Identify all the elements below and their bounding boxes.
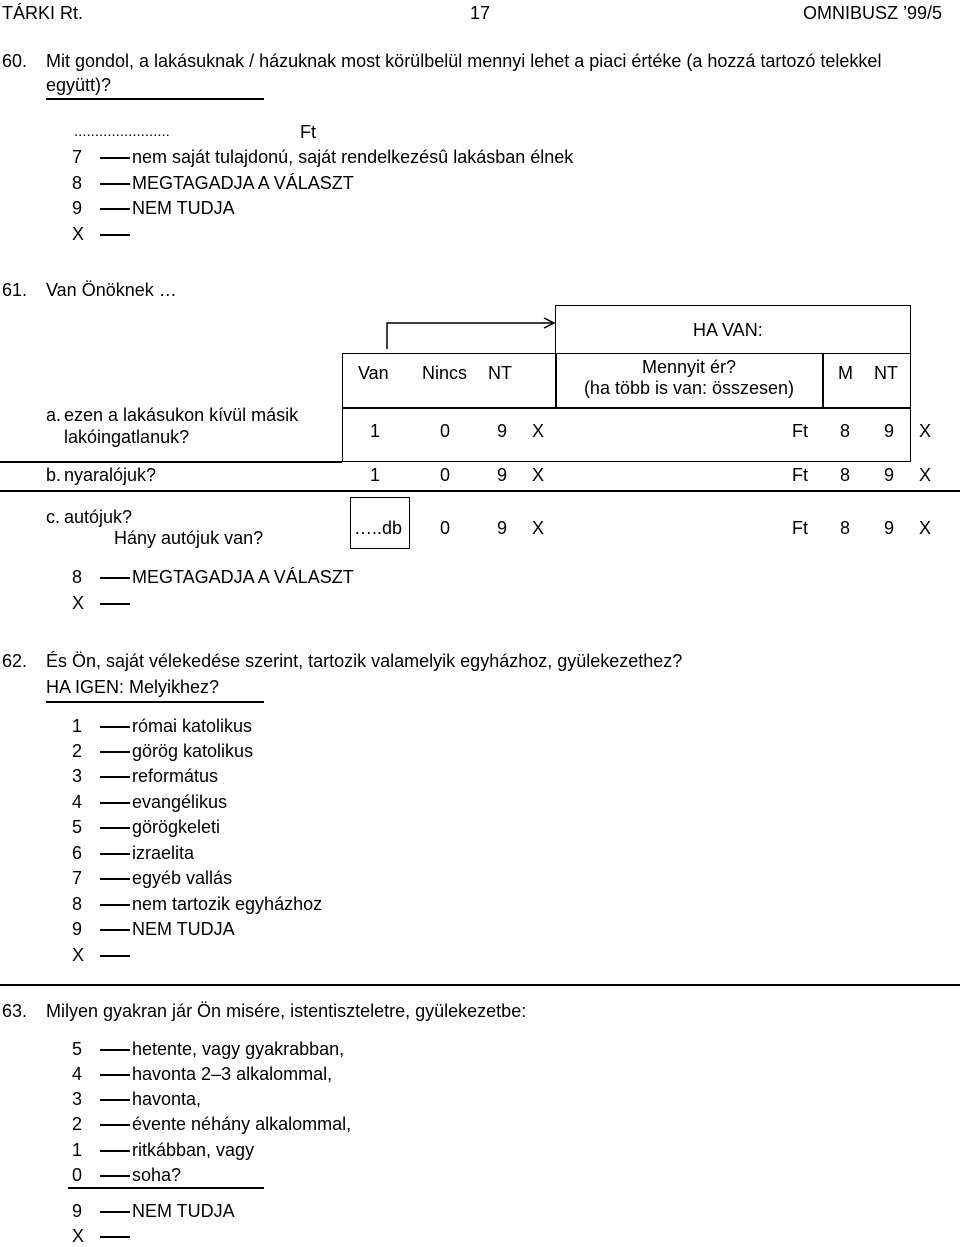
row-nt[interactable]: 9 xyxy=(497,421,508,441)
row-x[interactable]: X xyxy=(532,518,545,538)
row-x[interactable]: X xyxy=(532,465,545,485)
row-label: nyaralójuk? xyxy=(64,465,157,485)
col-nincs: Nincs xyxy=(422,363,468,383)
divider xyxy=(0,461,342,463)
q63-number: 63. xyxy=(2,1001,28,1021)
q60-option-code: 8 xyxy=(72,173,83,193)
dash xyxy=(100,1150,130,1152)
divider xyxy=(342,407,911,409)
col-m: M xyxy=(838,363,853,383)
divider xyxy=(0,490,960,492)
q63-option-label[interactable]: hetente, vagy gyakrabban, xyxy=(132,1039,345,1059)
col-mennyit: Mennyit ér? xyxy=(641,357,737,377)
q62-sub-bold: HA IGEN xyxy=(46,677,120,697)
dash xyxy=(100,603,130,605)
q62-sub-rest: : Melyikhez? xyxy=(119,677,220,697)
q60-text-line1: Mit gondol, a lakásuknak / házuknak most körülbelül mennyi lehet a piaci értéke (a hozzá tartozó telekkel xyxy=(46,51,882,71)
row-ft: Ft xyxy=(792,421,808,441)
row-letter: a. xyxy=(46,405,62,425)
dash xyxy=(100,183,130,185)
col-nt: NT xyxy=(488,363,512,383)
row-x[interactable]: X xyxy=(532,421,545,441)
q62-option-label[interactable]: egyéb vallás xyxy=(132,868,233,888)
q62-underline xyxy=(46,701,264,703)
col-nt2: NT xyxy=(874,363,898,383)
q62-option-code: 7 xyxy=(72,868,83,888)
q60-option-code: 9 xyxy=(72,198,83,218)
q62-option-label[interactable]: evangélikus xyxy=(132,792,228,812)
dash xyxy=(100,1211,130,1213)
row-m[interactable]: 8 xyxy=(840,518,851,538)
q62-sub xyxy=(46,676,219,698)
q62-option-label[interactable]: görögkeleti xyxy=(132,817,221,837)
q60-option-label[interactable]: MEGTAGADJA A VÁLASZT xyxy=(132,173,354,193)
dash xyxy=(100,234,130,236)
divider xyxy=(0,984,960,986)
col-van: Van xyxy=(358,363,389,383)
q63-option-code: 0 xyxy=(72,1165,83,1185)
row-letter: b. xyxy=(46,465,62,485)
dash xyxy=(100,751,130,753)
dash xyxy=(100,1099,130,1101)
dash xyxy=(100,1074,130,1076)
row-x2[interactable]: X xyxy=(919,421,932,441)
dash xyxy=(100,157,130,159)
q60-answer-field[interactable]: ....................... xyxy=(74,123,170,140)
row-nt2[interactable]: 9 xyxy=(884,465,895,485)
q63-text: Milyen gyakran jár Ön misére, istentiszteletre, gyülekezetbe: xyxy=(46,1001,527,1021)
dash xyxy=(100,802,130,804)
q60-option-label[interactable]: nem saját tulajdonú, saját rendelkezésû lakásban élnek xyxy=(132,147,574,167)
q62-text: És Ön, saját vélekedése szerint, tartozik valamelyik egyházhoz, gyülekezethez? xyxy=(46,651,683,671)
q62-option-code: 5 xyxy=(72,817,83,837)
dash xyxy=(100,776,130,778)
dash xyxy=(100,904,130,906)
dash xyxy=(100,1124,130,1126)
q63-underline xyxy=(68,1187,264,1189)
dash xyxy=(100,929,130,931)
row-ft: Ft xyxy=(792,465,808,485)
q62-option-code: 1 xyxy=(72,716,83,736)
dash xyxy=(100,853,130,855)
q62-option-code: 4 xyxy=(72,792,83,812)
q60-option-code: X xyxy=(72,224,85,244)
row-x2[interactable]: X xyxy=(919,518,932,538)
ha-van-label: HA VAN: xyxy=(693,320,763,340)
q62-option-label[interactable]: nem tartozik egyházhoz xyxy=(132,894,323,914)
q62-option-label[interactable]: görög katolikus xyxy=(132,741,254,761)
q63-option-code: 3 xyxy=(72,1089,83,1109)
q62-option-label[interactable]: izraelita xyxy=(132,843,195,863)
q60-text-line2: együtt)? xyxy=(46,75,112,95)
row-van[interactable]: 1 xyxy=(370,421,381,441)
q61-option-code: X xyxy=(72,593,85,613)
header-left: TÁRKI Rt. xyxy=(2,3,84,23)
dash xyxy=(100,878,130,880)
row-nincs[interactable]: 0 xyxy=(440,421,451,441)
row-nt2[interactable]: 9 xyxy=(884,518,895,538)
row-van[interactable]: 1 xyxy=(370,465,381,485)
q63-option-label[interactable]: havonta, xyxy=(132,1089,202,1109)
row-m[interactable]: 8 xyxy=(840,421,851,441)
row-label: autójuk? xyxy=(64,507,133,527)
arrow-icon xyxy=(380,312,560,352)
q62-option-label[interactable]: NEM TUDJA xyxy=(132,919,235,939)
dash xyxy=(100,208,130,210)
q60-option-label[interactable]: NEM TUDJA xyxy=(132,198,235,218)
q62-option-label[interactable]: római katolikus xyxy=(132,716,253,736)
q61-text: Van Önöknek … xyxy=(46,280,177,300)
page-number: 17 xyxy=(470,3,491,23)
row-nt[interactable]: 9 xyxy=(497,465,508,485)
col-mennyit-sub: (ha több is van: összesen) xyxy=(583,378,795,398)
row-label: Hány autójuk van? xyxy=(114,528,264,548)
q62-option-code: 2 xyxy=(72,741,83,761)
q63-option-code: 2 xyxy=(72,1114,83,1134)
q60-answer-unit: Ft xyxy=(300,122,316,142)
q63-option-code: 4 xyxy=(72,1064,83,1084)
dash xyxy=(100,955,130,957)
q62-option-code: 3 xyxy=(72,766,83,786)
q62-number: 62. xyxy=(2,651,28,671)
q62-option-code: 9 xyxy=(72,919,83,939)
q63-option-label[interactable]: évente néhány alkalommal, xyxy=(132,1114,352,1134)
q61-option-code: 8 xyxy=(72,567,83,587)
row-ft: Ft xyxy=(792,518,808,538)
q60-underline xyxy=(46,98,264,100)
row-letter: c. xyxy=(46,507,61,527)
q63-option-code: X xyxy=(72,1226,85,1246)
dash xyxy=(100,726,130,728)
dash xyxy=(100,1175,130,1177)
dash xyxy=(100,577,130,579)
row-van[interactable]: …..db xyxy=(354,518,403,538)
q62-option-code: 8 xyxy=(72,894,83,914)
q63-option-code: 5 xyxy=(72,1039,83,1059)
dash xyxy=(100,827,130,829)
row-label: lakóingatlanuk? xyxy=(64,427,190,447)
q60-number: 60. xyxy=(2,51,28,71)
row-label: ezen a lakásukon kívül másik xyxy=(64,405,299,425)
q63-option-code: 9 xyxy=(72,1201,83,1221)
q62-option-code: X xyxy=(72,945,85,965)
q63-option-label[interactable]: ritkábban, vagy xyxy=(132,1140,255,1160)
q62-option-label[interactable]: református xyxy=(132,766,219,786)
row-x2[interactable]: X xyxy=(919,465,932,485)
row-nincs[interactable]: 0 xyxy=(440,518,451,538)
q63-option-label[interactable]: NEM TUDJA xyxy=(132,1201,235,1221)
row-m[interactable]: 8 xyxy=(840,465,851,485)
q63-option-label[interactable]: soha? xyxy=(132,1165,182,1185)
header-right: OMNIBUSZ ’99/5 xyxy=(802,3,942,23)
row-nt2[interactable]: 9 xyxy=(884,421,895,441)
divider xyxy=(822,353,824,408)
dash xyxy=(100,1236,130,1238)
row-nt[interactable]: 9 xyxy=(497,518,508,538)
q61-number: 61. xyxy=(2,280,28,300)
q62-option-code: 6 xyxy=(72,843,83,863)
row-nincs[interactable]: 0 xyxy=(440,465,451,485)
q63-option-code: 1 xyxy=(72,1140,83,1160)
q63-option-label[interactable]: havonta 2–3 alkalommal, xyxy=(132,1064,333,1084)
q60-option-code: 7 xyxy=(72,147,83,167)
q61-option-label[interactable]: MEGTAGADJA A VÁLASZT xyxy=(132,567,354,587)
dash xyxy=(100,1049,130,1051)
